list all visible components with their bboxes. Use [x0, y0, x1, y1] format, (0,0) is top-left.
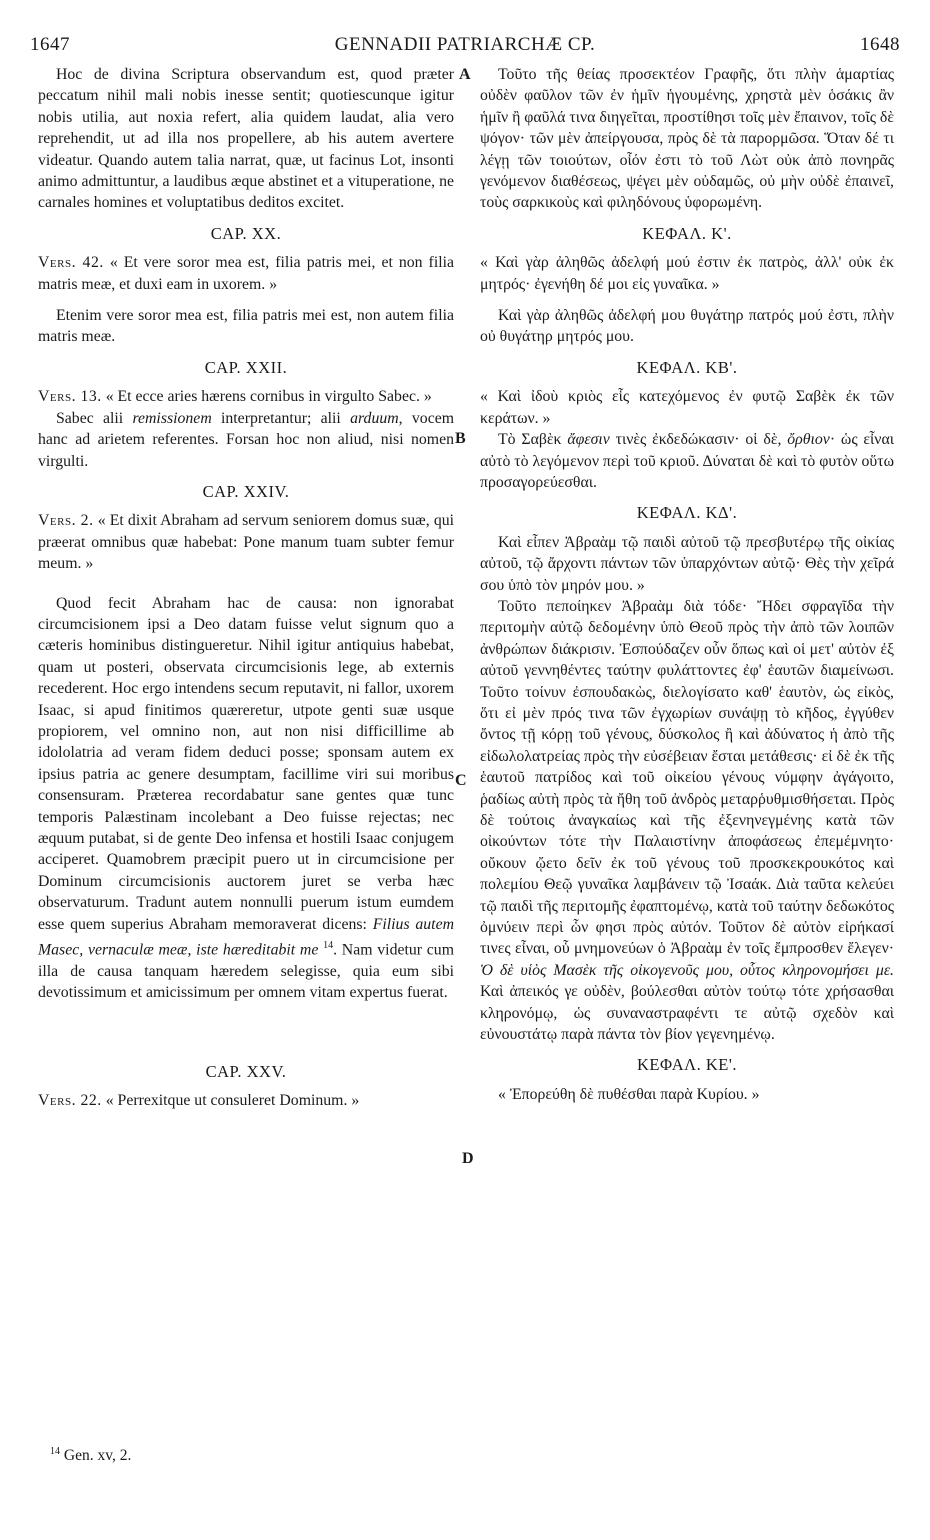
verse-label: Vers. 2.: [38, 512, 94, 530]
text-run: Τοῦτο πεποίηκεν Ἀβραὰμ διὰ τόδε· Ἤδει σφραγῖδα τὴν περιτομὴν αὐτῷ δεδομένην ὑπὸ Θεοῦ πρὸς τὴν ἀπὸ τῶν λοιπῶν ἀνθρώπων διάκρισιν. Ἐσπούδαζεν οὖν ὅπως καὶ οἱ μετ' αὐτὸν ἐξ αὐτοῦ γεννηθέντες ταύτην φυλάττοντες ἐφ' ἑαυτῶν διαμείνωσι. Τοῦτο τοίνυν ἐσπουδακὼς, διελογίσατο καθ' ἑαυτὸν, ὡς εἰκὸς, ὅτι εἰ μὲν πρός τινα τῶν ἐγχωρίων συνάψῃ τὸ κῆδος, ἐγγύθεν ὄντος τῇ κόρῃ τοῦ γένους, δύσκολος ἢ καὶ ἀδύνατος ἡ ἀπὸ τῆς εἰδωλολατρείας πρὸς τὴν εὐσέβειαν ἔσται μετάθεσις· εἰ δὲ ἐκ τῆς ἑαυτοῦ πατρίδος καὶ τοῦ οἰκείου γένους νύμφην ἀγάγοιτο, ῥαδίως αὐτὴ πρὸς τὰ ἤθη τοῦ ἀνδρὸς μεταρῥυθμισθήσεται. Πρὸς δὲ τούτοις ἀναγκαίως καὶ τῆς ἐξενηνεγμένης κατὰ τῶν οἰκούντων τότε τὴν Παλαιστίνην ἀποφάσεως ἐπεμέμνητο· οὔκουν ᾤετο δεῖν ἐκ τοῦ γένους τοῦ προσκεκρουκότος καὶ πολεμίου Θεῷ γυναῖκα λαμβάνειν τῷ Ἰσαάκ. Διὰ ταῦτα κελεύει τῷ παιδὶ τῆς περιτομῆς ἐφαπτομένῳ, κατὰ τοῦ ταύτην δεδωκότος ὀμνύειν περὶ ὧν φησι πρὸς αὐτόν. Τοῦτον δὲ αὐτὸν εἰρήκασί τινες εἶναι, οὗ μνημονεύων ὁ Ἀβραὰμ ἐν τοῖς ἔμπροσθεν ἔλεγεν·: [480, 597, 894, 958]
verse-label: Vers. 13.: [38, 388, 102, 406]
latin-verse-42: [38, 252, 454, 295]
page-number-right: 1648: [860, 34, 900, 55]
text-run: τινὲς ἐκδεδώκασιν· οἱ δὲ,: [609, 431, 788, 449]
latin-intro-paragraph: Hoc de divina Scriptura observandum est, quod præter peccatum nihil mali nobis inesse sentit; quotiescunque igitur nobis utilia, aut noxia refert, alia quidem laudat, alia vero reprehendit, ut ad illa nos propellere, ab his autem avertere videatur. Quando autem talia narrat, quæ, ut facinus Lot, insonti animo admittuntur, a laudibus æque abstinet et a vituperatione, ne carnales homines et voluptatibus deditos excitet.: [38, 66, 454, 212]
greek-verse-2: Καὶ εἶπεν Ἀβραὰμ τῷ παιδὶ αὐτοῦ τῷ πρεσβυτέρῳ τῆς οἰκίας αὐτοῦ, τῷ ἄρχοντι πάντων τῶν ὑπαρχόντων αὐτῷ· Θὲς τὴν χεῖρά σου ὑπὸ τὸν μηρόν μου. »: [480, 533, 894, 594]
text-run: Quod fecit Abraham hac de causa: non ignorabat circumcisionem ipsi a Deo datam fuisse velut signum quo a cæteris hominibus distingueretur. Nihil igitur antiquius habebat, quam ut posteri, observata circumcisionis lege, ab externis recederent. Hoc ergo intendens secum reputavit, ni fallor, uxorem Isaac, si apud finitimos quæreretur, utpote genti suæ usque propiorem, vel omnino non, aut non nisi difficillime ab idololatria ad veram fidem deduci posse; sponsam autem ex ipsius patria ac genere desumptam, facillime viri sui moribus consensuram. Præterea recordabatur sane gentes quæ tunc temporis Palæstinam incolebant a Deo fuisse rejectas; nec æquum putabat, si de gente Deo infensa et hostili Isaac conjugem acciperet. Quamobrem præcipit puero ut in circumcisione per Dominum circumcisionis auctorem juret se verba hæc observaturum. Tradunt autem nonnulli puerum istum eumdem esse quem superius Abraham memoraverat dicens:: [38, 594, 454, 933]
running-header: [30, 34, 900, 62]
text-run: · ὡς εἶναι αὐτὸ τὸ λεγόμενον περὶ τοῦ κριοῦ. Δύναται δὲ καὶ τὸ φυτὸν οὕτω προσαγορεύεσθαι.: [480, 431, 894, 491]
verse-text: « Et dixit Abraham ad servum seniorem domus suæ, qui præerat omnibus quæ habebat: Pone manum tuam subter femur meum. »: [38, 512, 455, 573]
section-marker-d: D: [462, 1150, 474, 1167]
latin-verse-22: [38, 1090, 454, 1111]
latin-etenim-paragraph: Etenim vere soror mea est, filia patris mei est, non autem filia matris meæ.: [38, 307, 454, 346]
italic-term: ὄρθιον: [787, 431, 830, 449]
verse-label: Vers. 42.: [38, 254, 104, 272]
greek-chapter-heading-24: ΚΕΦΑΛ. ΚΔ'.: [636, 503, 738, 523]
section-marker-a: A: [459, 66, 471, 83]
greek-sabek-paragraph: [480, 429, 894, 493]
page-number-left: 1647: [30, 34, 70, 55]
text-run: interpretantur; alii: [211, 409, 351, 427]
footnote: [50, 1446, 131, 1465]
italic-term: arduum: [350, 409, 399, 427]
italic-term: remissionem: [132, 409, 212, 427]
latin-chapter-heading-24: CAP. XXIV.: [202, 481, 290, 501]
latin-sabec-paragraph: [38, 408, 454, 472]
greek-chapter-heading-25: ΚΕΦΑΛ. ΚΕ'.: [637, 1055, 737, 1075]
footnote-number: 14: [50, 1446, 60, 1457]
text-run: Τὸ Σαβὲκ: [498, 431, 568, 449]
latin-chapter-heading-25: CAP. XXV.: [205, 1061, 287, 1081]
verse-text: « Et vere soror mea est, filia patris mei, et non filia matris meæ, et duxi eam in uxorem. »: [38, 254, 454, 293]
verse-text: « Et ecce aries hærens cornibus in virgulto Sabec. »: [105, 388, 432, 406]
greek-verse-13: « Καὶ ἰδοὺ κριὸς εἷς κατεχόμενος ἐν φυτῷ Σαβὲκ ἐκ τῶν κεράτων. »: [480, 388, 894, 427]
greek-column: [480, 64, 894, 1105]
greek-verse-42: « Καὶ γὰρ ἀληθῶς ἀδελφή μού ἐστιν ἐκ πατρὸς, ἀλλ' οὐκ ἐκ μητρός· ἐγενήθη δέ μοι εἰς γυναῖκα. »: [480, 254, 894, 293]
latin-chapter-heading-22: CAP. XXII.: [204, 357, 288, 377]
greek-chapter-heading-20: ΚΕΦΑΛ. Κ'.: [642, 223, 732, 243]
greek-kai-paragraph: Καὶ γὰρ ἀληθῶς ἀδελφή μου θυγάτηρ πατρός μού ἐστι, πλὴν οὐ θυγάτηρ μητρός μου.: [480, 307, 894, 346]
greek-chapter-heading-22: ΚΕΦΑΛ. ΚΒ'.: [636, 357, 738, 377]
latin-commentary-paragraph: [38, 593, 454, 1004]
greek-intro-paragraph: Τοῦτο τῆς θείας προσεκτέον Γραφῆς, ὅτι πλὴν ἁμαρτίας οὐδὲν φαῦλον τῶν ἐν ἡμῖν ἡγουμένης, χρηστὰ μὲν ὁσάκις ἂν ἡμῖν ἢ φαῦλά τινα διηγεῖται, προστίθησι τοῖς μὲν ἔπαινον, τοῖς δὲ ψόγον· τῶν μὲν ἀπείργουσα, πρὸς δὲ τὰ παρορμῶσα. Ὅταν δέ τι λέγῃ τῶν τοιούτων, οἷόν ἐστι τὸ τοῦ Λὼτ οὐκ ἀπὸ πονηρᾶς γενόμενον διαθέσεως, ψέγει μὲν οὐδαμῶς, οὐ μὴν οὐδὲ ἐπαινεῖ, τοὺς σαρκικοὺς καὶ φιληδόνους ὑφορωμένη.: [480, 66, 894, 212]
italic-quote: Filius autem Masec, vernaculæ meæ, iste hæreditabit me: [38, 915, 454, 959]
text-run: , vocem hanc ad arietem referentes. Forsan hoc non aliud, nisi nomen virgulti.: [38, 409, 455, 470]
verse-label: Vers. 22.: [38, 1091, 102, 1109]
latin-verse-2: [38, 510, 454, 574]
footnote-ref: 14: [323, 940, 334, 952]
verse-text: « Perrexitque ut consuleret Dominum. »: [105, 1091, 360, 1109]
section-marker-b: B: [455, 430, 466, 447]
latin-verse-13: [38, 386, 454, 407]
greek-verse-22: « Ἐπορεύθη δὲ πυθέσθαι παρὰ Κυρίου. »: [498, 1085, 760, 1103]
italic-term: ἄφεσιν: [567, 431, 610, 449]
italic-quote: Ὁ δὲ υἱὸς Μασὲκ τῆς οἰκογενοῦς μου, οὗτος κληρονομήσει με.: [480, 961, 894, 979]
greek-commentary-paragraph: [480, 596, 894, 1046]
section-marker-c: C: [455, 772, 467, 789]
footnote-text: Gen. xv, 2.: [60, 1447, 132, 1465]
latin-chapter-heading-20: CAP. XX.: [210, 223, 282, 243]
latin-column: [38, 64, 454, 1111]
text-run: . Nam videtur cum illa de causa tanquam hæredem selegisse, quia eum sibi devotissimum et amicissimum per omnem vitam expertus fuerat.: [38, 941, 454, 1002]
running-title: GENNADII PATRIARCHÆ CP.: [334, 34, 596, 55]
text-run: Καὶ ἀπεικός γε οὐδὲν, βούλεσθαι αὐτὸν τούτῳ τότε χρήσασθαι κληρονόμῳ, ὡς συναναστραφέντι τε αὐτῷ σχεδὸν καὶ εὐνουστάτῳ παρὰ πάντα τὸν βίον γεγενημένῳ.: [480, 983, 894, 1044]
text-run: Sabec alii: [56, 409, 133, 427]
